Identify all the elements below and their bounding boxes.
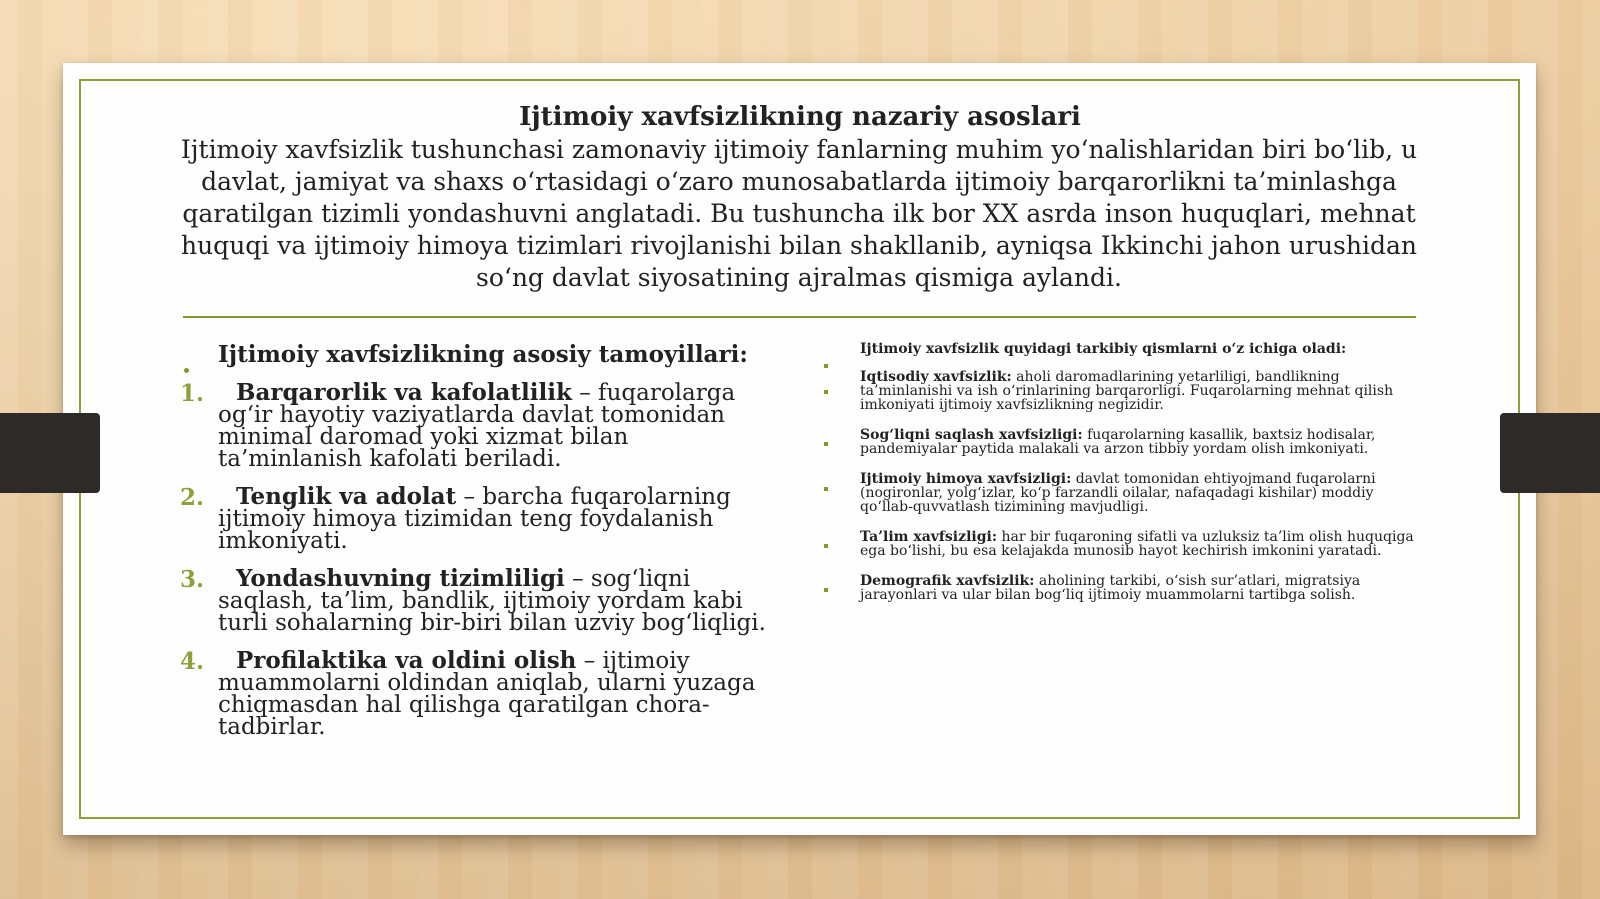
bullet-icon bbox=[824, 588, 828, 592]
principle-item bbox=[180, 647, 770, 740]
principles-heading: Ijtimoiy xavfsizlikning asosiy tamoyillari: bbox=[218, 341, 748, 368]
component-item bbox=[820, 428, 1420, 456]
component-item bbox=[820, 574, 1420, 602]
left-tab-decoration bbox=[0, 413, 100, 493]
components-heading: Ijtimoiy xavfsizlik quyidagi tarkibiy qismlarni o‘z ichiga oladi: bbox=[860, 341, 1347, 357]
principle-term: Tenglik va adolat bbox=[236, 483, 457, 510]
principles-heading-row bbox=[180, 340, 770, 370]
intro-paragraph: Ijtimoiy xavfsizlik tushunchasi zamonaviy ijtimoiy fanlarning muhim yo‘nalishlaridan biri bo‘lib, u davlat, jamiyat va shaxs o‘rtasidagi o‘zaro munosabatlarda ijtimoiy barqarorlikni ta’minlashga qaratilgan tizimli yondashuvni anglatadi. Bu tushuncha ilk bor XX asrda inson huquqlari, mehnat huquqi va ijtimoiy himoya tizimlari rivojlanishi bilan shakllanib, ayniqsa Ikkinchi jahon urushidan so‘ng davlat siyosatining ajralmas qismiga aylandi. bbox=[180, 135, 1418, 292]
principle-item bbox=[180, 483, 770, 554]
principle-term: Profilaktika va oldini olish bbox=[236, 647, 577, 674]
component-text: aholi daromadlarining yetarliligi, bandlikning ta’minlanishi va ish o‘rinlarining barqarorligi. Fuqarolarning mehnat qilish imkoniyati ijtimoiy xavfsizlikning negizidir. bbox=[860, 369, 1394, 413]
component-item bbox=[820, 370, 1420, 412]
principle-number: 3. bbox=[180, 566, 205, 593]
component-term: Sog‘liqni saqlash xavfsizligi: bbox=[860, 427, 1083, 443]
component-text: davlat tomonidan ehtiyojmand fuqarolarni (nogironlar, yolg‘izlar, ko‘p farzandli oilalar, nafaqadagi kishilar) moddiy qo‘llab-quvvatlash tizimining mavjudligi. bbox=[860, 471, 1376, 515]
components-column bbox=[820, 342, 1420, 602]
principle-number: 4. bbox=[180, 648, 205, 675]
principles-column bbox=[180, 340, 770, 738]
page-title: Ijtimoiy xavfsizlikning nazariy asoslari bbox=[519, 102, 1081, 132]
components-heading-row bbox=[820, 342, 1420, 356]
principle-term: Yondashuvning tizimliligi bbox=[236, 565, 565, 592]
bullet-icon bbox=[184, 368, 189, 373]
principle-term: Barqarorlik va kafolatlilik bbox=[236, 379, 572, 406]
component-item bbox=[820, 530, 1420, 558]
bullet-icon bbox=[824, 544, 828, 548]
component-term: Iqtisodiy xavfsizlik: bbox=[860, 369, 1012, 385]
principle-number: 2. bbox=[180, 484, 205, 511]
bullet-icon bbox=[824, 390, 828, 394]
principle-text: – barcha fuqarolarning ijtimoiy himoya tizimidan teng foydalanish imkoniyati. bbox=[218, 484, 731, 554]
bullet-icon bbox=[824, 364, 828, 368]
right-tab-decoration bbox=[1500, 413, 1600, 493]
component-text: fuqarolarning kasallik, baxtsiz hodisalar, pandemiyalar paytida malakali va arzon tibbiy yordam olish imkoniyati. bbox=[860, 427, 1376, 457]
component-term: Ijtimoiy himoya xavfsizligi: bbox=[860, 471, 1072, 487]
component-text: aholining tarkibi, o‘sish sur’atlari, migratsiya jarayonlari va ular bilan bog‘liq ijtimoiy muammolarni tartibga solish. bbox=[860, 573, 1361, 603]
principle-item bbox=[180, 565, 770, 636]
component-item bbox=[820, 472, 1420, 514]
principle-text: – fuqarolarga og‘ir hayotiy vaziyatlarda davlat tomonidan minimal daromad yoki xizmat bilan ta’minlanish kafolati beriladi. bbox=[218, 380, 736, 472]
divider bbox=[183, 316, 1416, 318]
principle-number: 1. bbox=[180, 380, 205, 407]
principle-item bbox=[180, 379, 770, 472]
bullet-icon bbox=[824, 442, 828, 446]
component-term: Demografik xavfsizlik: bbox=[860, 573, 1035, 589]
principle-text: – sog‘liqni saqlash, ta’lim, bandlik, ijtimoiy yordam kabi turli sohalarning bir-biri bilan uzviy bog‘liqligi. bbox=[218, 566, 766, 636]
component-text: har bir fuqaroning sifatli va uzluksiz ta’lim olish huquqiga ega bo‘lishi, bu esa kelajakda munosib hayot kechirish imkonini yaratadi. bbox=[860, 529, 1414, 559]
principle-text: – ijtimoiy muammolarni oldindan aniqlab, ularni yuzaga chiqmasdan hal qilishga qaratilgan chora-tadbirlar. bbox=[218, 648, 756, 740]
bullet-icon bbox=[824, 487, 828, 491]
component-term: Ta’lim xavfsizligi: bbox=[860, 529, 997, 545]
